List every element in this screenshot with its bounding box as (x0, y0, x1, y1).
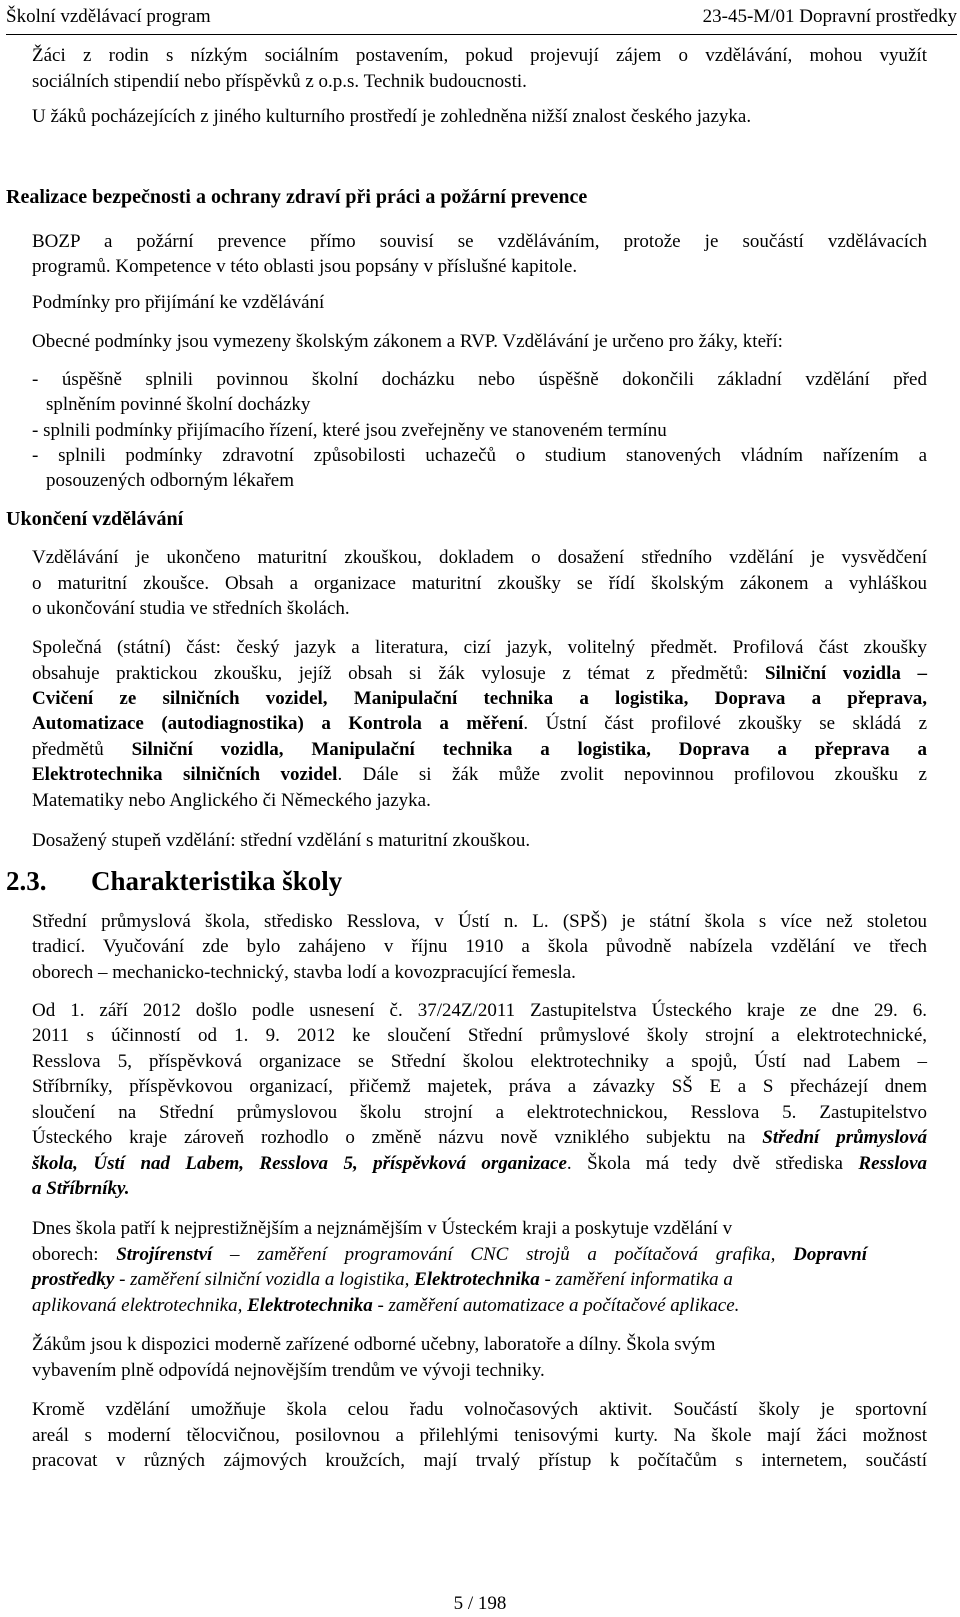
admission-intro: Obecné podmínky jsou vymezeny školským zákonem a RVP. Vzdělávání je určeno pro žáky, kteří: (32, 331, 783, 352)
running-header (6, 0, 957, 35)
header-program-code: 23-45-M/01 Dopravní prostředky (702, 6, 957, 27)
ending-p1-line-3: o ukončování studia ve středních školách. (32, 598, 350, 619)
admission-bullet-2: - splnili podmínky přijímacího řízení, které jsou zveřejněny ve stanoveném termínu (32, 420, 667, 441)
school-p2-line-3: Resslova 5, příspěvková organizace se Střední školou elektrotechniky a spojů, Ústí nad Labem – (32, 1051, 927, 1072)
school-p2-line-8: a Stříbrníky. (32, 1178, 130, 1199)
intro-line-3: U žáků pocházejících z jiného kulturního prostředí je zohledněna nižší znalost českého jazyka. (32, 106, 752, 127)
ending-p2-line-5: předmětů Silniční vozidla, Manipulační technika a logistika, Doprava a přeprava a (32, 739, 927, 760)
school-p2-line-4: Stříbrníky, příspěvkovou organizací, přičemž majetek, práva a závazky SŠ E a S přecházejí dnem (32, 1076, 927, 1097)
school-p3-line-4: aplikovaná elektrotechnika, Elektrotechnika - zaměření automatizace a počítačové aplikace. (32, 1295, 740, 1316)
admission-bullet-3-line-2: posouzených odborným lékařem (46, 470, 294, 491)
school-p2-line-2: 2011 s účinností od 1. 9. 2012 ke sloučení Střední průmyslové školy strojní a elektrotechnické, (32, 1025, 927, 1046)
school-p1-line-1: Střední průmyslová škola, středisko Resslova, v Ústí n. L. (SPŠ) je státní škola s více než stoletou (32, 911, 927, 932)
intro-line-2: sociálních stipendií nebo příspěvků z o.p.s. Technik budoucnosti. (32, 71, 527, 92)
school-p5-line-1: Kromě vzdělání umožňuje škola celou řadu volnočasových aktivit. Součástí školy je sportovní (32, 1399, 927, 1420)
ending-degree: Dosažený stupeň vzdělání: střední vzdělání s maturitní zkouškou. (32, 830, 531, 851)
ending-p2-line-7: Matematiky nebo Anglického či Německého jazyka. (32, 790, 431, 811)
ending-p2-line-1: Společná (státní) část: český jazyk a literatura, cizí jazyk, volitelný předmět. Profilová část zkoušky (32, 637, 927, 658)
school-p1-line-3: oborech – mechanicko-technický, stavba lodí a kovozpracující řemesla. (32, 962, 576, 983)
ending-p2-line-2: obsahuje praktickou zkoušku, jejíž obsah si žák vylosuje z témat z předmětů: Silniční vozidla – (32, 663, 927, 684)
school-p3-line-2: oborech: Strojírenství – zaměření programování CNC strojů a počítačová grafika, Dopravní (32, 1244, 867, 1265)
header-program-title: Školní vzdělávací program (6, 6, 211, 27)
ending-p2-line-3: Cvičení ze silničních vozidel, Manipulační technika a logistika, Doprava a přeprava, (32, 688, 927, 709)
intro-line-1: Žáci z rodin s nízkým sociálním postavením, pokud projevují zájem o vzdělávání, mohou využít (32, 45, 927, 66)
school-p1-line-2: tradicí. Vyučování zde bylo zahájeno v říjnu 1910 a škola původně nabízela vzdělání ve třech (32, 936, 927, 957)
school-p5-line-3: pracovat v různých zájmových kroužcích, mají trvalý přístup k počítačům s internetem, součástí (32, 1450, 927, 1471)
section-number: 2.3. (6, 866, 47, 896)
ending-p1-line-1: Vzdělávání je ukončeno maturitní zkouškou, dokladem o dosažení středního vzdělání je vysvědčení (32, 547, 927, 568)
school-p5-line-2: areál s moderní tělocvičnou, posilovnou a přilehlými tenisovými kurty. Na škole mají žáci možnost (32, 1425, 927, 1446)
heading-ending: Ukončení vzdělávání (6, 508, 184, 530)
school-p2-line-5: sloučení na Střední průmyslovou školu strojní a elektrotechnickou, Resslova 5. Zastupitelstvo (32, 1102, 927, 1123)
ending-p1-line-2: o maturitní zkoušce. Obsah a organizace maturitní zkoušky se řídí školským zákonem a vyhláškou (32, 573, 927, 594)
admission-bullet-1-line-1: - úspěšně splnili povinnou školní docházku nebo úspěšně dokončili základní vzdělání před (32, 369, 927, 390)
school-p3-line-1: Dnes škola patří k nejprestižnějším a nejznámějším v Ústeckém kraji a poskytuje vzdělání v (32, 1218, 733, 1239)
section-title: Charakteristika školy (91, 866, 343, 896)
ending-p2-line-4: Automatizace (autodiagnostika) a Kontrola a měření. Ústní část profilové zkoušky se skládá z (32, 713, 928, 734)
school-p2-line-7: škola, Ústí nad Labem, Resslova 5, příspěvková organizace. Škola má tedy dvě střediska Resslova (32, 1153, 927, 1174)
ending-p2-line-6: Elektrotechnika silničních vozidel. Dále si žák může zvolit nepovinnou profilovou zkoušku z (32, 764, 927, 785)
school-p3-line-3: prostředky - zaměření silniční vozidla a logistika, Elektrotechnika - zaměření informatika a (32, 1269, 733, 1290)
school-p2-line-6: Ústeckého kraje zároveň rozhodlo o změně názvu nově vzniklého subjektu na Střední průmyslová (32, 1127, 927, 1148)
bozp-line-1: BOZP a požární prevence přímo souvisí se vzděláváním, protože je součástí vzdělávacích (32, 231, 927, 252)
school-p4-line-1: Žákům jsou k dispozici moderně zařízené odborné učebny, laboratoře a dílny. Škola svým (32, 1334, 716, 1355)
bozp-line-2: programů. Kompetence v této oblasti jsou popsány v příslušné kapitole. (32, 256, 578, 277)
heading-bozp: Realizace bezpečnosti a ochrany zdraví při práci a požární prevence (6, 186, 588, 208)
school-p2-line-1: Od 1. září 2012 došlo podle usnesení č. 37/24Z/2011 Zastupitelstva Ústeckého kraje ze dne 29. 6. (32, 1000, 927, 1021)
school-p4-line-2: vybavením plně odpovídá nejnovějším trendům ve vývoji techniky. (32, 1360, 545, 1381)
admission-bullet-1-line-2: splněním povinné školní docházky (46, 394, 311, 415)
admission-title: Podmínky pro přijímání ke vzdělávání (32, 292, 325, 313)
admission-bullet-3-line-1: - splnili podmínky zdravotní způsobilosti uchazečů o studium stanovených vládním nařízením a (32, 445, 927, 466)
page-number: 5 / 198 (453, 1593, 507, 1614)
